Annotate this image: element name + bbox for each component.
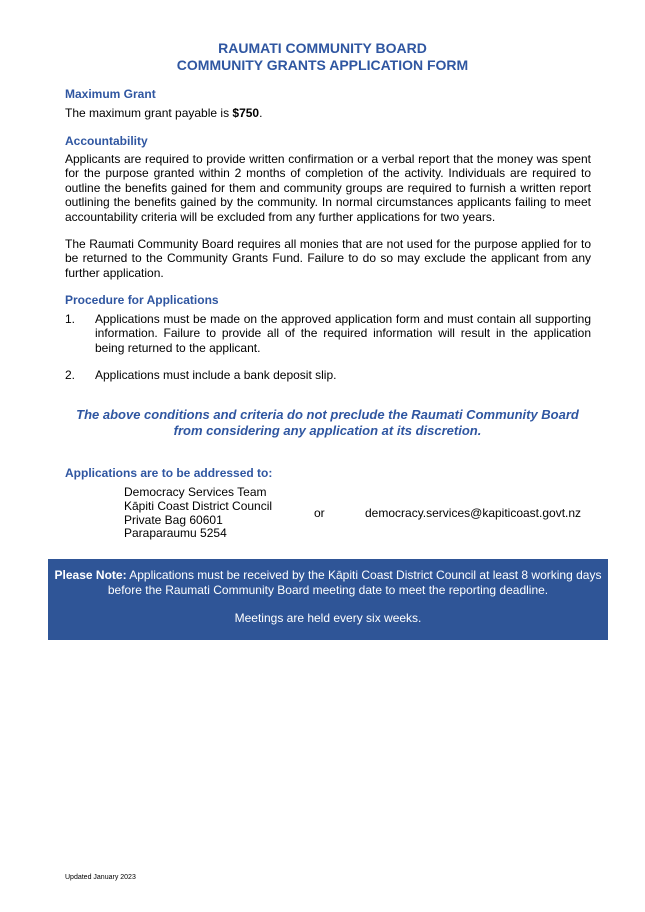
maximum-grant-heading: Maximum Grant [65, 87, 156, 101]
address-line: Kāpiti Coast District Council [124, 498, 273, 513]
page-title-line-2: COMMUNITY GRANTS APPLICATION FORM [176, 57, 469, 73]
address-line: Private Bag 60601 [124, 512, 223, 527]
conditions-line-2: from considering any application at its discretion. [173, 423, 482, 438]
conditions-statement [55, 407, 600, 439]
email-address-link[interactable]: democracy.services@kapiticoast.govt.nz [365, 506, 582, 520]
accountability-heading: Accountability [65, 134, 148, 148]
please-note-label: Please Note: [54, 568, 127, 582]
procedure-item-2-number: 2. [65, 368, 76, 382]
maximum-grant-prefix: The maximum grant payable is [65, 106, 233, 120]
procedure-item-1-number: 1. [65, 312, 76, 326]
address-line: Democracy Services Team [124, 485, 267, 499]
maximum-grant-amount: $750 [232, 106, 260, 120]
please-note-text [48, 568, 608, 598]
updated-date: Updated January 2023 [65, 874, 136, 881]
page-title-line-1: RAUMATI COMMUNITY BOARD [218, 40, 427, 56]
procedure-heading: Procedure for Applications [65, 293, 219, 307]
procedure-item-2-text: Applications must include a bank deposit slip. [95, 368, 337, 382]
maximum-grant-suffix: . [259, 106, 263, 120]
address-or: or [314, 506, 325, 520]
accountability-paragraph-1: Applicants are required to provide written confirmation or a verbal report that the money was spent for the purpose granted within 2 months of completion of the activity. Individuals are required to outline the benefits gained for them and community groups are required to furnish a written report outlining the benefits gained by the community. In normal circumstances applicants failing to meet accountability criteria will be excluded from any further applications for two years. [65, 152, 591, 224]
postal-address [124, 486, 272, 541]
meetings-frequency: Meetings are held every six weeks. [234, 611, 422, 625]
accountability-paragraph-2: The Raumati Community Board requires all monies that are not used for the purpose applied for to be returned to the Community Grants Fund. Failure to do so may exclude the applicant from any further application. [65, 237, 591, 280]
address-line: Paraparaumu 5254 [124, 526, 227, 541]
please-note-body: Applications must be received by the Kāpiti Coast District Council at least 8 working days before the Raumati Community Board meeting date to meet the reporting deadline. [107, 568, 602, 597]
maximum-grant-text [65, 106, 591, 120]
procedure-item-1-text: Applications must be made on the approved application form and must contain all supporting information. Failure to provide all of the required information will result in the application being returned to the applicant. [95, 312, 591, 355]
address-heading: Applications are to be addressed to: [65, 466, 273, 480]
please-note-box [48, 559, 608, 640]
conditions-line-1: The above conditions and criteria do not preclude the Raumati Community Board [76, 407, 579, 422]
